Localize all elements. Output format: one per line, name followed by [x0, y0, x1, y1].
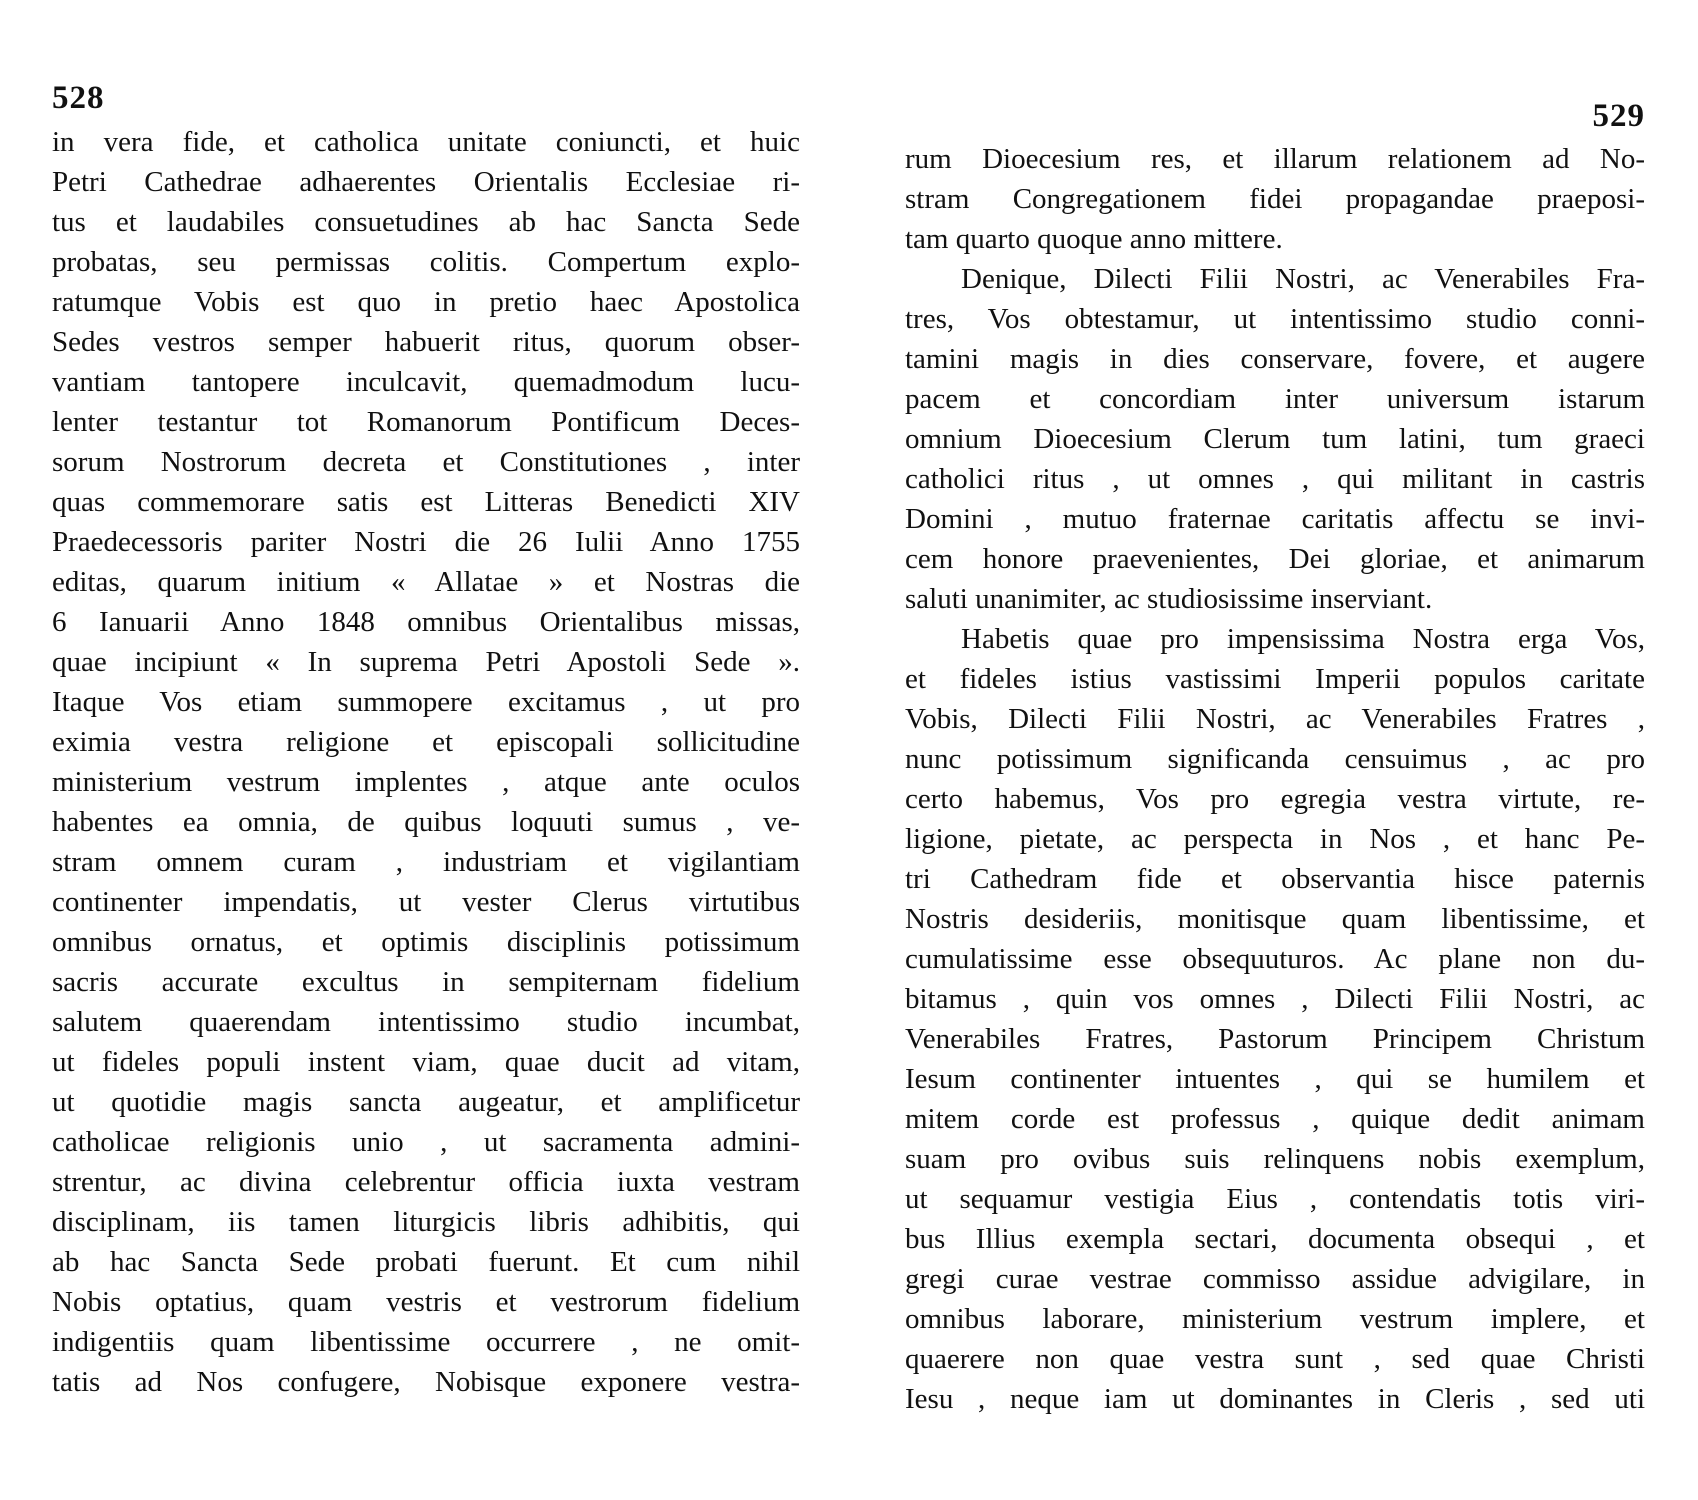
text-line: nunc potissimum significanda censuimus , ac pro [905, 743, 1645, 775]
text-line: ligione, pietate, ac perspecta in Nos , et hanc Pe- [905, 823, 1645, 855]
left-page-number: 528 [52, 80, 105, 116]
text-line: indigentiis quam libentissime occurrere , ne omit- [52, 1326, 800, 1358]
left-page-text [52, 122, 800, 1402]
text-line: Domini , mutuo fraternae caritatis affectu se invi- [905, 503, 1645, 535]
text-line: tres, Vos obtestamur, ut intentissimo studio conni- [905, 303, 1645, 335]
text-line: cumulatissime esse obsequuturos. Ac plane non du- [905, 943, 1645, 975]
text-line: ab hac Sancta Sede probati fuerunt. Et cum nihil [52, 1246, 800, 1278]
text-line: ratumque Vobis est quo in pretio haec Apostolica [52, 286, 800, 318]
text-line: Venerabiles Fratres, Pastorum Principem Christum [905, 1023, 1645, 1055]
text-line: editas, quarum initium « Allatae » et Nostras die [52, 566, 800, 598]
text-line: ut sequamur vestigia Eius , contendatis totis viri- [905, 1183, 1645, 1215]
text-line: et fideles istius vastissimi Imperii populos caritate [905, 663, 1645, 695]
text-line: catholicae religionis unio , ut sacramenta admini- [52, 1126, 800, 1158]
text-line: rum Dioecesium res, et illarum relationem ad No- [905, 143, 1645, 175]
text-line: gregi curae vestrae commisso assidue advigilare, in [905, 1263, 1645, 1295]
text-line: lenter testantur tot Romanorum Pontificum Deces- [52, 406, 800, 438]
text-line: eximia vestra religione et episcopali sollicitudine [52, 726, 800, 758]
text-line: quaerere non quae vestra sunt , sed quae Christi [905, 1343, 1645, 1375]
text-line: sorum Nostrorum decreta et Constitutiones , inter [52, 446, 800, 478]
right-page-number: 529 [1592, 98, 1645, 134]
right-page-text [905, 139, 1645, 1419]
text-line: strentur, ac divina celebrentur officia iuxta vestram [52, 1166, 800, 1198]
text-line: vantiam tantopere inculcavit, quemadmodum lucu- [52, 366, 800, 398]
text-line: tam quarto quoque anno mittere. [905, 223, 1283, 255]
text-line: Petri Cathedrae adhaerentes Orientalis Ecclesiae ri- [52, 166, 800, 198]
text-line: saluti unanimiter, ac studiosissime inserviant. [905, 583, 1433, 615]
text-line: Iesu , neque iam ut dominantes in Cleris , sed uti [905, 1383, 1645, 1415]
text-line: 6 Ianuarii Anno 1848 omnibus Orientalibus missas, [52, 606, 800, 638]
text-line: Iesum continenter intuentes , qui se humilem et [905, 1063, 1645, 1095]
text-line: habentes ea omnia, de quibus loquuti sumus , ve- [52, 806, 800, 838]
text-line: disciplinam, iis tamen liturgicis libris adhibitis, qui [52, 1206, 800, 1238]
text-line: Sedes vestros semper habuerit ritus, quorum obser- [52, 326, 800, 358]
text-line: cem honore praevenientes, Dei gloriae, et animarum [905, 543, 1645, 575]
text-line: quae incipiunt « In suprema Petri Apostoli Sede ». [52, 646, 800, 678]
text-line: ministerium vestrum implentes , atque ante oculos [52, 766, 800, 798]
text-line: quas commemorare satis est Litteras Benedicti XIV [52, 486, 800, 518]
text-line: tamini magis in dies conservare, fovere, et augere [905, 343, 1645, 375]
text-line: Vobis, Dilecti Filii Nostri, ac Venerabiles Fratres , [905, 703, 1645, 735]
text-line: suam pro ovibus suis relinquens nobis exemplum, [905, 1143, 1645, 1175]
text-line: probatas, seu permissas colitis. Compertum explo- [52, 246, 800, 278]
text-line: continenter impendatis, ut vester Clerus virtutibus [52, 886, 800, 918]
text-line: salutem quaerendam intentissimo studio incumbat, [52, 1006, 800, 1038]
text-line: Praedecessoris pariter Nostri die 26 Iulii Anno 1755 [52, 526, 800, 558]
text-line: pacem et concordiam inter universum istarum [905, 383, 1645, 415]
text-line: Nobis optatius, quam vestris et vestrorum fidelium [52, 1286, 800, 1318]
text-line: certo habemus, Vos pro egregia vestra virtute, re- [905, 783, 1645, 815]
text-line: ut fideles populi instent viam, quae ducit ad vitam, [52, 1046, 800, 1078]
text-line: Habetis quae pro impensissima Nostra erga Vos, [961, 623, 1645, 655]
text-line: omnibus laborare, ministerium vestrum implere, et [905, 1303, 1645, 1335]
text-line: sacris accurate excultus in sempiternam fidelium [52, 966, 800, 998]
text-line: omnium Dioecesium Clerum tum latini, tum graeci [905, 423, 1645, 455]
text-line: omnibus ornatus, et optimis disciplinis potissimum [52, 926, 800, 958]
text-line: bus Illius exempla sectari, documenta obsequi , et [905, 1223, 1645, 1255]
text-line: in vera fide, et catholica unitate coniuncti, et huic [52, 126, 800, 158]
text-line: Denique, Dilecti Filii Nostri, ac Venerabiles Fra- [961, 263, 1645, 295]
text-line: Nostris desideriis, monitisque quam libentissime, et [905, 903, 1645, 935]
text-line: tus et laudabiles consuetudines ab hac Sancta Sede [52, 206, 800, 238]
text-line: stram omnem curam , industriam et vigilantiam [52, 846, 800, 878]
text-line: stram Congregationem fidei propagandae praeposi- [905, 183, 1645, 215]
text-line: bitamus , quin vos omnes , Dilecti Filii Nostri, ac [905, 983, 1645, 1015]
text-line: mitem corde est professus , quique dedit animam [905, 1103, 1645, 1135]
text-line: tri Cathedram fide et observantia hisce paternis [905, 863, 1645, 895]
text-line: Itaque Vos etiam summopere excitamus , ut pro [52, 686, 800, 718]
text-line: tatis ad Nos confugere, Nobisque exponere vestra- [52, 1366, 800, 1398]
text-line: ut quotidie magis sancta augeatur, et amplificetur [52, 1086, 800, 1118]
text-line: catholici ritus , ut omnes , qui militant in castris [905, 463, 1645, 495]
